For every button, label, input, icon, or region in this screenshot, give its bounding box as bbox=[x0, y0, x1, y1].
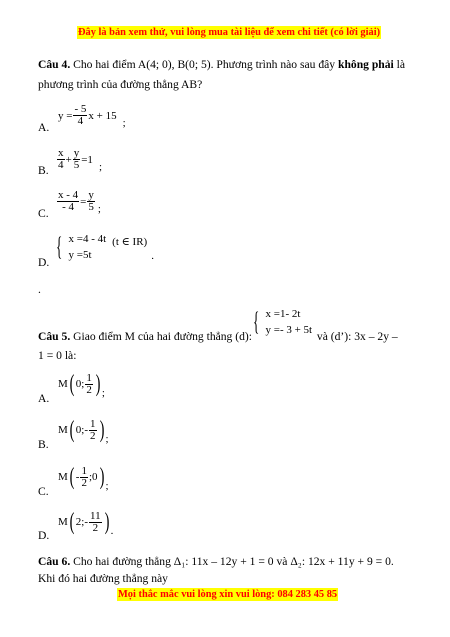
fraction: $\frac{- 5}{4}$ bbox=[74, 103, 87, 127]
q4-option-c-letter: C. bbox=[38, 207, 49, 220]
question-4-label: Câu 4. bbox=[38, 58, 71, 71]
stray-dot: . bbox=[38, 283, 41, 296]
brace-symbol: { bbox=[253, 307, 260, 336]
question-4-stem: Câu 4. Cho hai điểm A(4; 0), B(0; 5). Phương trình nào sau đây không phải là bbox=[38, 58, 406, 71]
q5-option-b-letter: B. bbox=[38, 438, 49, 451]
q4-option-a-equation: y = $\frac{- 5}{4}$ x + 15 ; bbox=[58, 103, 126, 129]
question-6-label: Câu 6. bbox=[38, 555, 71, 568]
preview-banner: Đây là bản xem thử, vui lòng mua tài liệu để xem chi tiết (có lời giải) bbox=[78, 27, 381, 38]
question-6-stem: Câu 6. Cho hai đường thẳng Δ₁: 11x – 12y + 1 = 0 và Δ₂: 12x + 11y + 9 = 0. bbox=[38, 555, 394, 568]
question-5-stem-line2: 1 = 0 là: bbox=[38, 349, 77, 362]
brace-symbol: { bbox=[56, 232, 63, 261]
q4-option-a-letter: A. bbox=[38, 121, 50, 134]
q5-option-a-point: M ( 0; $\frac{1}{2}$ ) ; bbox=[58, 371, 105, 399]
q4-option-d-system: { x =4 - 4t y =5t (t ∈ IR) . bbox=[56, 232, 154, 262]
q5-option-c-point: M ( - $\frac{1}{2}$ ;0 ) ; bbox=[58, 464, 109, 492]
contact-banner: Mọi thắc mắc vui lòng xin vui lòng: 084 283 45 85 bbox=[118, 589, 338, 600]
question-6-stem-line2: Khi đó hai đường thẳng này bbox=[38, 572, 168, 585]
q5-option-b-point: M ( 0;- $\frac{1}{2}$ ) ; bbox=[58, 417, 109, 445]
q5-option-d-letter: D. bbox=[38, 529, 50, 542]
q4-option-b-letter: B. bbox=[38, 164, 49, 177]
q5-option-d-point: M ( 2;- $\frac{11}{2}$ ) . bbox=[58, 509, 114, 537]
q5-system-d: { x =1- 2t y =- 3 + 5t bbox=[253, 307, 313, 336]
question-4-stem-line2: phương trình của đường thẳng AB? bbox=[38, 78, 203, 91]
question-5-label: Câu 5. bbox=[38, 330, 71, 343]
q4-option-c-equation: $\frac{x - 4}{- 4}$ = $\frac{y}{5}$ ; bbox=[58, 189, 101, 215]
q4-option-d-letter: D. bbox=[38, 256, 50, 269]
q5-option-a-letter: A. bbox=[38, 392, 50, 405]
question-5-stem: Câu 5. Giao điểm M của hai đường thẳng (d): và (d’): 3x – 2y – bbox=[38, 330, 398, 343]
q4-option-b-equation: $\frac{x}{4}$ + $\frac{y}{5}$ =1 ; bbox=[58, 147, 102, 173]
q5-option-c-letter: C. bbox=[38, 485, 49, 498]
